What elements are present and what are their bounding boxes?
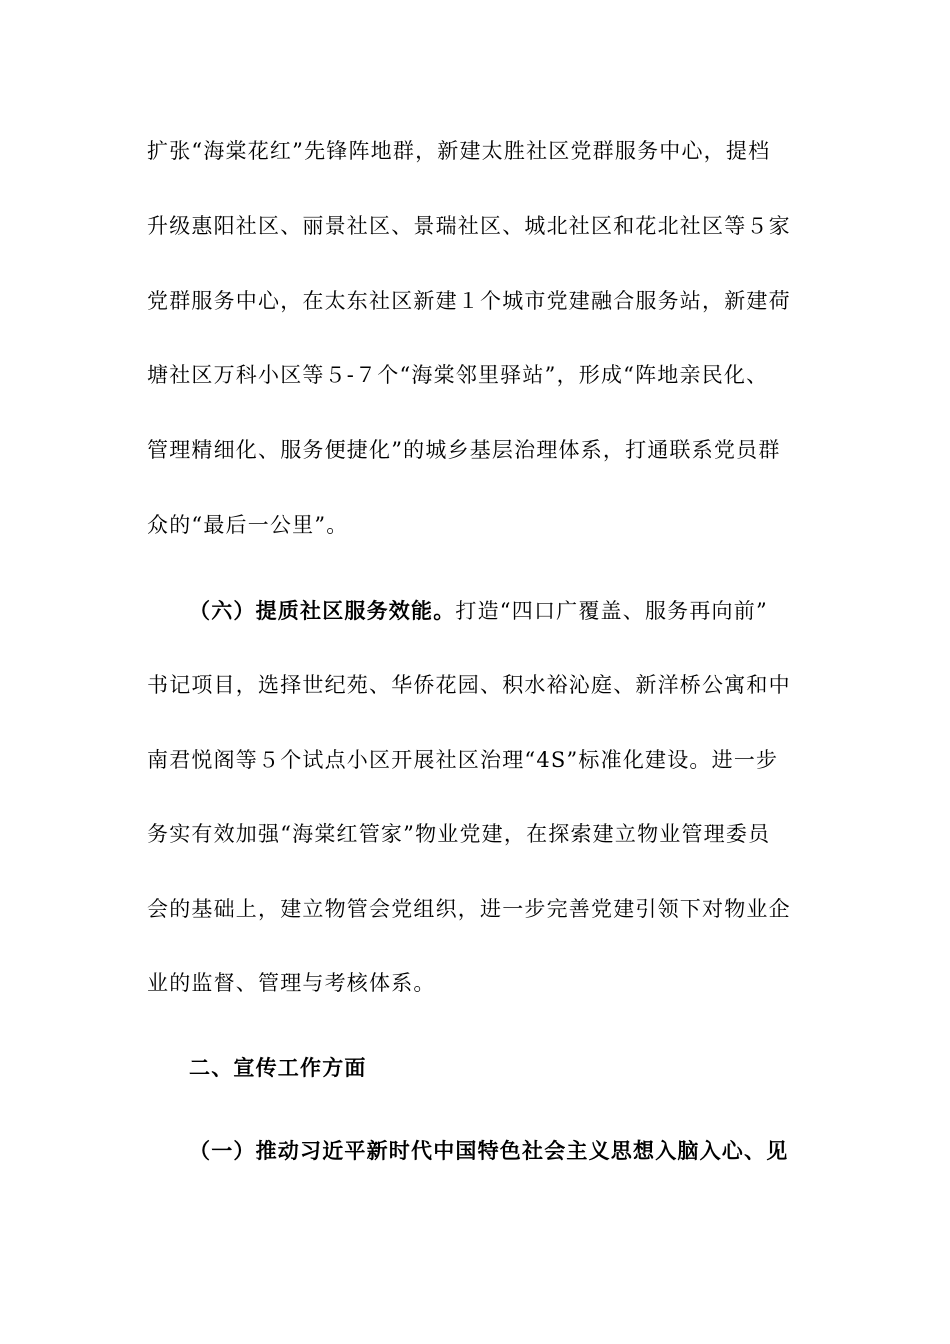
paragraph-line: 书记项目，选择世纪苑、华侨花园、积水裕沁庭、新洋桥公寓和中 bbox=[147, 673, 791, 697]
paragraph-first-line bbox=[189, 596, 809, 626]
paragraph-line: 会的基础上，建立物管会党组织，进一步完善党建引领下对物业企 bbox=[147, 897, 791, 921]
paragraph-line: 扩张“海棠花红”先锋阵地群，新建太胜社区党群服务中心，提档 bbox=[147, 139, 771, 163]
sub-heading: （一）推动习近平新时代中国特色社会主义思想入脑入心、见 bbox=[189, 1138, 789, 1163]
paragraph-line: 南君悦阁等５个试点小区开展社区治理“4S”标准化建设。进一步 bbox=[147, 748, 779, 772]
paragraph-line: 业的监督、管理与考核体系。 bbox=[147, 971, 436, 995]
paragraph-heading: （六）提质社区服务效能。 bbox=[189, 598, 456, 623]
paragraph-line: 塘社区万科小区等５-７个“海棠邻里驿站”，形成“阵地亲民化、 bbox=[147, 363, 769, 387]
section-heading: 二、宣传工作方面 bbox=[189, 1055, 367, 1080]
paragraph-text: 打造“四口广覆盖、服务再向前” bbox=[455, 599, 768, 623]
paragraph-line: 务实有效加强“海棠红管家”物业党建，在探索建立物业管理委员 bbox=[147, 822, 771, 846]
paragraph-line: 党群服务中心，在太东社区新建１个城市党建融合服务站，新建荷 bbox=[147, 289, 791, 313]
paragraph-line: 管理精细化、服务便捷化”的城乡基层治理体系，打通联系党员群 bbox=[147, 438, 781, 462]
paragraph-line: 众的“最后一公里”。 bbox=[147, 513, 349, 537]
paragraph-line: 升级惠阳社区、丽景社区、景瑞社区、城北社区和花北社区等５家 bbox=[147, 214, 791, 238]
